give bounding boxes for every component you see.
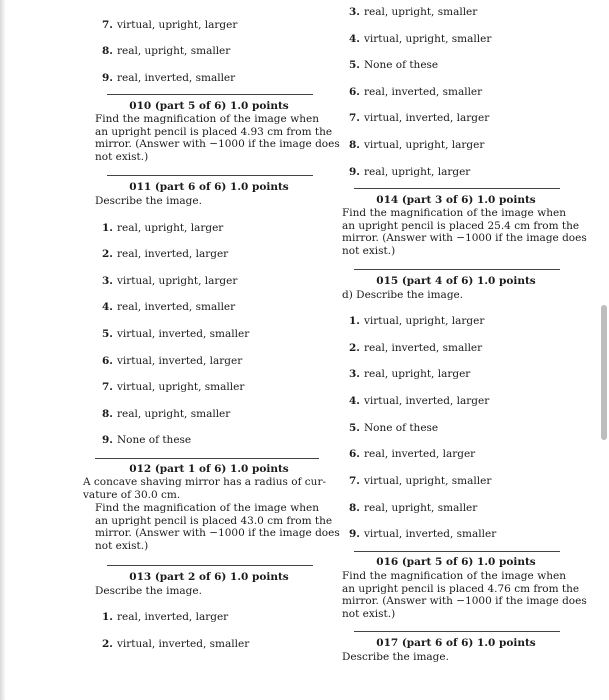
option-item: 6. real, inverted, larger — [349, 448, 476, 460]
question-header: 015 (part 4 of 6) 1.0 points — [376, 275, 536, 287]
question-header: 011 (part 6 of 6) 1.0 points — [129, 181, 289, 193]
question-prompt: d) Describe the image. — [342, 289, 464, 301]
question-divider — [354, 631, 560, 632]
question-header: 017 (part 6 of 6) 1.0 points — [376, 637, 536, 649]
question-text: Find the magnification of the image when an upright pencil is placed 25.4 cm from the mirror. (Answer with −1000 if the image does not exist.) — [342, 207, 587, 257]
option-item: 5. None of these — [349, 422, 439, 434]
option-item: 3. virtual, upright, larger — [102, 275, 238, 287]
question-text: Find the magnification of the image when an upright pencil is placed 4.76 cm from the mirror. (Answer with −1000 if the image does not exist.) — [342, 570, 587, 620]
option-item: 9. None of these — [102, 434, 192, 446]
option-item: 4. real, inverted, smaller — [102, 301, 236, 313]
option-item: 4. virtual, inverted, larger — [349, 395, 490, 407]
question-header: 014 (part 3 of 6) 1.0 points — [376, 194, 536, 206]
option-item: 1. real, inverted, larger — [102, 611, 229, 623]
option-item: 7. virtual, inverted, larger — [349, 112, 490, 124]
option-item: 9. real, inverted, smaller — [102, 72, 236, 84]
option-item: 8. real, upright, smaller — [102, 45, 231, 57]
question-divider — [107, 565, 313, 566]
option-item: 7. virtual, upright, smaller — [102, 381, 245, 393]
page-edge-shadow — [0, 0, 6, 700]
option-item: 8. real, upright, smaller — [349, 502, 478, 514]
option-item: 9. virtual, inverted, smaller — [349, 528, 497, 540]
question-header: 010 (part 5 of 6) 1.0 points — [129, 100, 289, 112]
question-divider — [354, 269, 560, 270]
option-item: 3. real, upright, larger — [349, 368, 471, 380]
question-divider — [107, 175, 313, 176]
vertical-scrollbar[interactable] — [601, 305, 607, 440]
option-item: 4. virtual, upright, smaller — [349, 33, 492, 45]
question-text: Find the magnification of the image when an upright pencil is placed 43.0 cm from the mirror. (Answer with −1000 if the image does not exist.) — [95, 502, 340, 552]
option-item: 1. virtual, upright, larger — [349, 315, 485, 327]
option-item: 5. virtual, inverted, smaller — [102, 328, 250, 340]
option-item: 6. real, inverted, smaller — [349, 86, 483, 98]
option-item: 7. virtual, upright, smaller — [349, 475, 492, 487]
question-divider — [95, 458, 319, 459]
option-item: 7. virtual, upright, larger — [102, 19, 238, 31]
question-prompt: Describe the image. — [342, 651, 449, 663]
option-item: 5. None of these — [349, 59, 439, 71]
option-item: 8. real, upright, smaller — [102, 408, 231, 420]
question-divider — [354, 551, 560, 552]
question-header: 016 (part 5 of 6) 1.0 points — [376, 556, 536, 568]
question-divider — [354, 188, 560, 189]
option-item: 3. real, upright, smaller — [349, 6, 478, 18]
option-item: 2. real, inverted, larger — [102, 248, 229, 260]
option-item: 6. virtual, inverted, larger — [102, 355, 243, 367]
option-item: 1. real, upright, larger — [102, 222, 224, 234]
question-text: A concave shaving mirror has a radius of cur- vature of 30.0 cm. — [83, 476, 327, 501]
question-divider — [107, 94, 313, 95]
option-item: 2. virtual, inverted, smaller — [102, 638, 250, 650]
question-header: 013 (part 2 of 6) 1.0 points — [129, 571, 289, 583]
question-header: 012 (part 1 of 6) 1.0 points — [129, 463, 289, 475]
question-prompt: Describe the image. — [95, 195, 202, 207]
question-text: Find the magnification of the image when an upright pencil is placed 4.93 cm from the mirror. (Answer with −1000 if the image does not exist.) — [95, 113, 340, 163]
option-item: 9. real, upright, larger — [349, 166, 471, 178]
question-prompt: Describe the image. — [95, 585, 202, 597]
option-item: 8. virtual, upright, larger — [349, 139, 485, 151]
option-item: 2. real, inverted, smaller — [349, 342, 483, 354]
